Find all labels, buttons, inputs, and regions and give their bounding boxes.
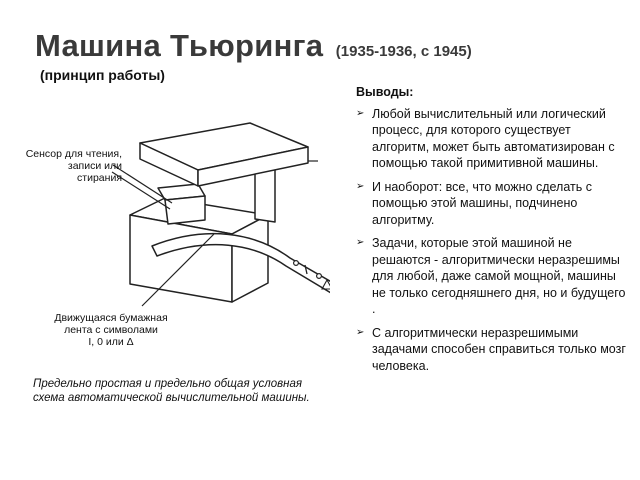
- tape-label: [46, 312, 176, 348]
- tape-symbol: [294, 261, 299, 266]
- arrow-bullet-icon: ➢: [356, 326, 365, 338]
- conclusions-section: [356, 84, 626, 381]
- tape-label-line: лента с символами: [64, 324, 158, 336]
- tape-symbol: [317, 274, 322, 279]
- page-title: [35, 28, 472, 64]
- tape-label-line: I, 0 или Δ: [88, 336, 134, 348]
- diagram-caption: Предельно простая и предельно общая условная схема автоматической вычислительной машины.: [33, 378, 310, 404]
- arrow-bullet-icon: ➢: [356, 180, 365, 192]
- list-item-text: И наоборот: все, что можно сделать с помощью этой машины, подчинено алгоритму.: [372, 179, 592, 227]
- conclusions-list: [356, 106, 626, 375]
- subtitle: (принцип работы): [40, 67, 165, 83]
- tape-label-line: Движущаяся бумажная: [54, 312, 168, 324]
- list-item: [356, 235, 626, 318]
- sensor-label: Сенсор для чтения, записи или стирания: [25, 148, 122, 184]
- list-item: [356, 106, 626, 172]
- list-item: [356, 325, 626, 375]
- conclusions-heading: Выводы:: [356, 85, 414, 99]
- list-item-text: С алгоритмически неразрешимыми задачами способен справиться только мозг человека.: [372, 325, 626, 373]
- arrow-bullet-icon: ➢: [356, 107, 365, 119]
- list-item: [356, 179, 626, 229]
- title-years: (1935-1936, с 1945): [335, 43, 472, 60]
- title-main: Машина Тьюринга: [35, 28, 324, 63]
- arrow-bullet-icon: ➢: [356, 237, 365, 248]
- list-item-text: Задачи, которые этой машиной не решаются - алгоритмически неразрешимы для любой, даже самой мощной, машины не только сегодняшнего дня, но и будущего .: [372, 236, 626, 316]
- sensor-front: [165, 196, 205, 224]
- list-item-text: Любой вычислительный или логический процесс, для которого существует алгоритм, может быть автоматизирован с помощью такой примитивной машины.: [372, 106, 615, 170]
